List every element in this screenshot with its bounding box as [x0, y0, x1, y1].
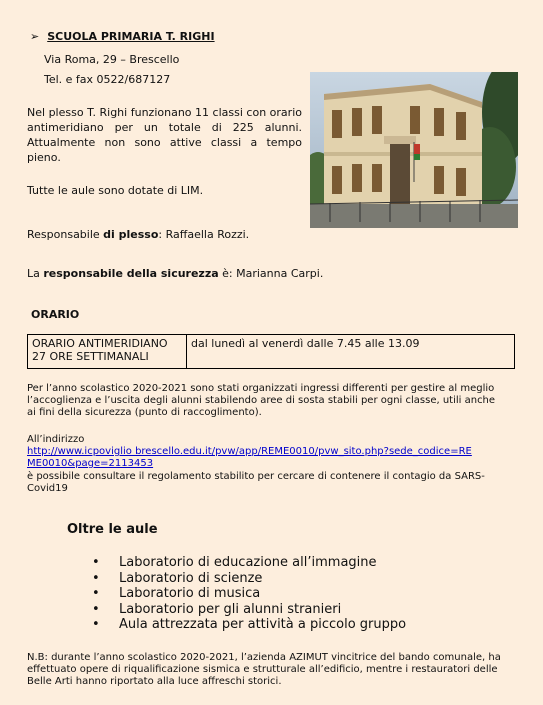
- list-item: • Aula attrezzata per attività a piccolo gruppo: [92, 617, 407, 632]
- bullet-icon: •: [92, 570, 100, 586]
- orario-table: [27, 334, 515, 369]
- responsabile-plesso: Responsabile di plesso: Raffaella Rozzi.: [27, 228, 250, 241]
- bullet-icon: •: [92, 617, 100, 632]
- bullet-icon: •: [92, 586, 100, 601]
- bullet-icon: •: [92, 555, 100, 570]
- classes-paragraph: Nel plesso T. Righi funzionano 11 classi con orario antimeridiano per un totale di 225 alunni. Attualmente non sono attive classi a tempo pieno.: [27, 106, 302, 164]
- nb-paragraph: N.B: durante l’anno scolastico 2020-2021, l’azienda AZIMUT vincitrice del bando comunale, ha effettuato opere di riqualificazione sismica e strutturale all’edificio, mentre i restauratori delle Belle Arti hanno riportato alla luce affreschi storici.: [27, 652, 501, 687]
- orario-type-cell: ORARIO ANTIMERIDIANO 27 ORE SETTIMANALI: [28, 335, 187, 369]
- address-label: All’indirizzo: [27, 434, 85, 445]
- bullet-icon: •: [92, 601, 100, 617]
- responsabile-sicurezza: La responsabile della sicurezza è: Marianna Carpi.: [27, 267, 324, 280]
- school-address: Via Roma, 29 – Brescello: [44, 53, 180, 66]
- orario-hours-cell: dal lunedì al venerdì dalle 7.45 alle 13.09: [187, 335, 515, 369]
- list-item: • Laboratorio di educazione all’immagine: [92, 555, 377, 570]
- table-row: [28, 335, 515, 369]
- orario-heading: ORARIO: [31, 308, 80, 321]
- regolamento-paragraph: è possibile consultare il regolamento stabilito per cercare di contenere il contagio da SARS-Covid19: [27, 471, 485, 494]
- list-item: • Laboratorio di musica: [92, 586, 261, 601]
- list-item: • Laboratorio per gli alunni stranieri: [92, 601, 342, 617]
- regolamento-link[interactable]: http://www.icpoviglio brescello.edu.it/pvw/app/REME0010/pvw_sito.php?sede_codice=RE ME0010&page=2113453: [27, 446, 472, 469]
- school-title: SCUOLA PRIMARIA T. RIGHI: [47, 30, 215, 43]
- lim-paragraph: Tutte le aule sono dotate di LIM.: [27, 184, 204, 197]
- list-item: • Laboratorio di scienze: [92, 570, 263, 586]
- arrow-bullet-icon: ➢: [30, 30, 40, 43]
- school-building-photo: [310, 72, 518, 228]
- covid-paragraph: Per l’anno scolastico 2020-2021 sono stati organizzati ingressi differenti per gestire al meglio l’accoglienza e l’uscita degli alunni stabilendo aree di sosta stabili per ogni classe, utili anche ai fini della sicurezza (punto di raccoglimento).: [27, 383, 496, 418]
- school-header: [30, 30, 215, 43]
- laboratories-list: [92, 555, 406, 633]
- aule-heading: Oltre le aule: [67, 522, 158, 537]
- school-phone: Tel. e fax 0522/687127: [44, 73, 171, 86]
